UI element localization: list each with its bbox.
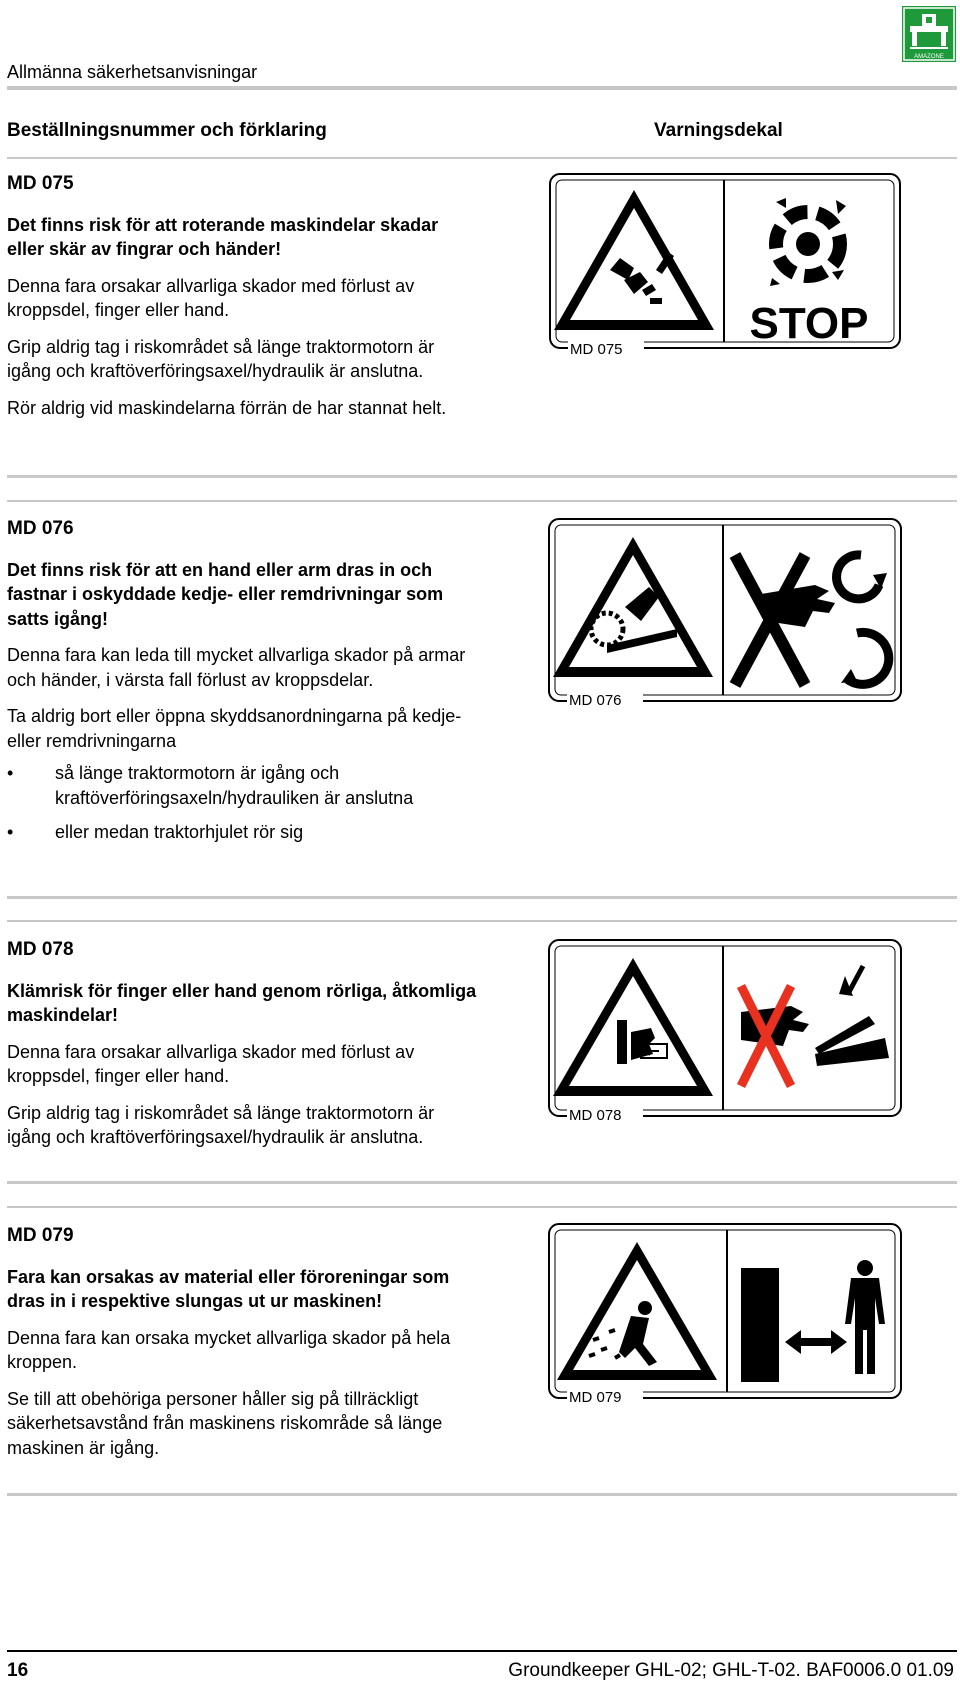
- entry-warning: Klämrisk för finger eller hand genom rörliga, åtkomliga maskindelar!: [7, 980, 477, 1025]
- entry-consequence: Denna fara orsakar allvarliga skador med förlust av kroppsdel, finger eller hand.: [7, 1041, 415, 1086]
- divider: [7, 920, 957, 922]
- entry-code: MD 076: [7, 518, 74, 539]
- divider: [7, 500, 957, 502]
- section-title: Allmänna säkerhetsanvisningar: [7, 62, 258, 82]
- decal-md075: [546, 170, 904, 360]
- footer-rule: [7, 1650, 957, 1652]
- crossed-hand-icon: [735, 555, 835, 685]
- entry-md076: [7, 517, 477, 855]
- entry-warning: Det finns risk för att en hand eller arm dras in och fastnar i oskyddade kedje- eller remdrivningar som satts igång!: [7, 559, 444, 629]
- divider: [7, 475, 957, 478]
- entry-instruction: Se till att obehöriga personer håller sig på tillräckligt säkerhetsavstånd från maskinens riskområde så länge maskinen är igång.: [7, 1388, 443, 1458]
- column-heading-left: Beställningsnummer och förklaring: [7, 120, 327, 141]
- entry-code: MD 075: [7, 173, 74, 194]
- decal-md079: [545, 1220, 905, 1410]
- warning-triangle-icon: [553, 537, 713, 677]
- crossed-hand-icon: [741, 986, 809, 1086]
- entry-instruction: Ta aldrig bort eller öppna skyddsanordningarna på kedje- eller remdrivningarna: [7, 706, 462, 751]
- entry-warning: Det finns risk för att roterande maskindelar skadar eller skär av fingrar och händer!: [7, 214, 439, 259]
- logo-text: AMAZONE: [914, 54, 944, 60]
- decal-label: MD 079: [569, 1389, 622, 1406]
- decal-label: MD 075: [570, 341, 623, 358]
- decal-label: MD 076: [569, 692, 622, 705]
- document-id: Groundkeeper GHL-02; GHL-T-02. BAF0006.0 01.09: [508, 1660, 954, 1681]
- entry-warning: Fara kan orsakas av material eller föroreningar som dras in i respektive slungas ut ur maskinen!: [7, 1266, 450, 1311]
- divider: [7, 1493, 957, 1496]
- divider: [7, 896, 957, 899]
- entry-code: MD 079: [7, 1225, 74, 1246]
- stop-text: STOP: [749, 299, 869, 348]
- list-item: • eller medan traktorhjulet rör sig: [7, 820, 477, 845]
- column-heading-right: Varningsdekal: [654, 120, 783, 141]
- pinch-point-icon: [815, 966, 889, 1066]
- warning-triangle-icon: [553, 958, 713, 1096]
- amazone-logo: [902, 6, 956, 62]
- warning-triangle-icon: [554, 190, 714, 330]
- entry-code: MD 078: [7, 939, 74, 960]
- entry-instruction: Grip aldrig tag i riskområdet så länge traktormotorn är igång och kraftöverföringsaxel/hydraulik är anslutna.: [7, 336, 435, 381]
- rotating-blade-icon: [770, 198, 846, 286]
- entry-consequence: Denna fara kan orsaka mycket allvarliga skador på hela kroppen.: [7, 1327, 451, 1372]
- decal-label: MD 078: [569, 1107, 622, 1124]
- entry-md075: [7, 172, 477, 432]
- entry-md079: [7, 1224, 477, 1472]
- divider: [7, 1206, 957, 1208]
- safety-distance-icon: [741, 1260, 885, 1382]
- entry-instruction: Grip aldrig tag i riskområdet så länge traktormotorn är igång och kraftöverföringsaxel/hydraulik är anslutna.: [7, 1102, 435, 1147]
- entry-instruction: Rör aldrig vid maskindelarna förrän de har stannat helt.: [7, 397, 447, 418]
- divider: [7, 157, 957, 159]
- divider: [7, 1181, 957, 1184]
- entry-md078: [7, 938, 477, 1162]
- header-rule: [7, 86, 957, 90]
- bullet-list: [7, 761, 477, 845]
- decal-md076: [545, 515, 905, 705]
- page-number: 16: [7, 1660, 29, 1681]
- decal-md078: [545, 936, 905, 1126]
- list-item: • så länge traktormotorn är igång och kraftöverföringsaxeln/hydrauliken är anslutna: [7, 761, 477, 810]
- rotating-belt-icon: [837, 555, 889, 684]
- entry-consequence: Denna fara kan leda till mycket allvarliga skador på armar och händer, i värsta fall förlust av kroppsdelar.: [7, 645, 466, 690]
- entry-consequence: Denna fara orsakar allvarliga skador med förlust av kroppsdel, finger eller hand.: [7, 275, 415, 320]
- warning-triangle-icon: [557, 1242, 717, 1380]
